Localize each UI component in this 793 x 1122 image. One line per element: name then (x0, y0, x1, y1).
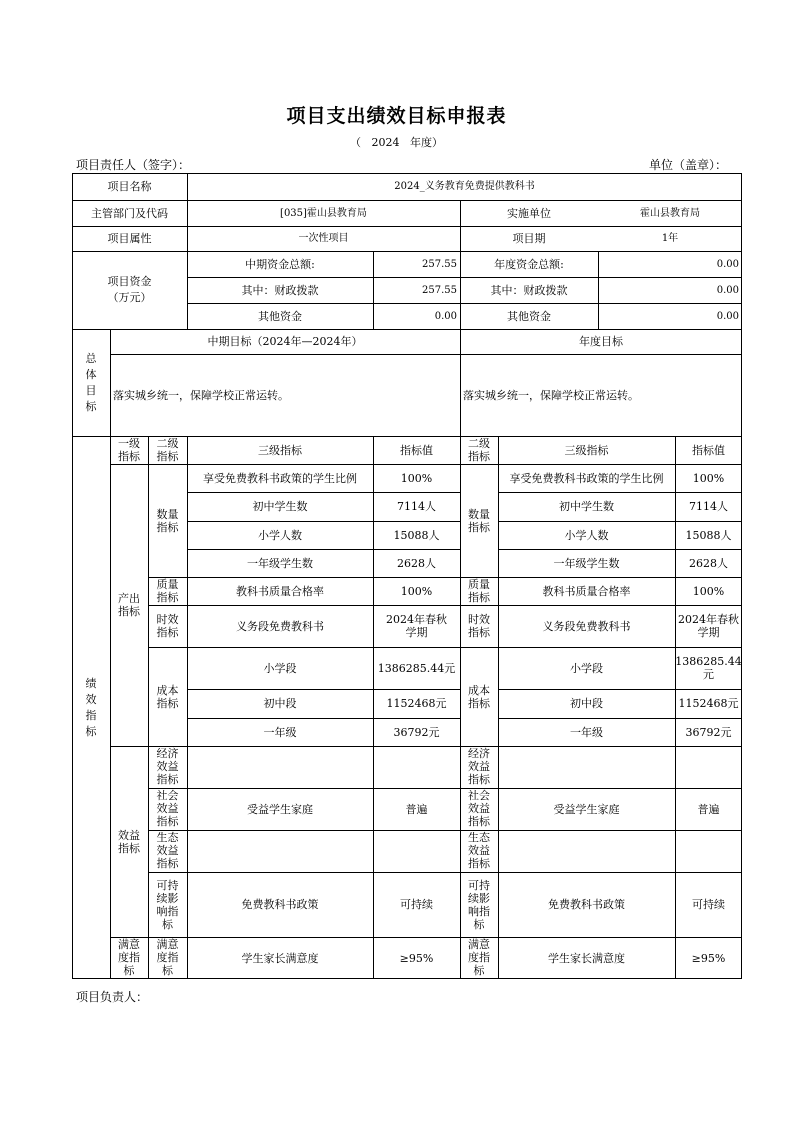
indicator-name-year: 教科书质量合格率 (542, 584, 631, 598)
indicator-value-year: 1386285.44元 (675, 655, 742, 681)
quantity-indicator-year: 数量指标 (468, 507, 490, 534)
col-value-header: 指标值 (400, 443, 433, 457)
col-level3-header: 三级指标 (258, 443, 302, 457)
indicator-name-year (498, 830, 675, 872)
indicator-value-year: ≥95% (691, 951, 726, 965)
col-level2-header: 二级指标 (156, 437, 179, 463)
indicator-value-year: 可持续 (692, 898, 725, 911)
indicator-name: 免费教科书政策 (241, 898, 319, 911)
economic-indicator: 经济效益指标 (156, 747, 179, 786)
col-level2-header-year: 二级指标 (468, 437, 490, 463)
indicator-name-year: 一年级学生数 (553, 556, 620, 570)
year-fin-label: 其中：财政拨款 (490, 283, 568, 297)
year-target-header: 年度目标 (579, 335, 623, 348)
economic-indicator-year: 经济效益指标 (468, 747, 490, 786)
indicator-value-year: 36792元 (685, 725, 732, 739)
dept-label: 主管部门及代码 (91, 206, 168, 220)
year-other-label: 其他资金 (507, 309, 551, 323)
indicator-name (187, 746, 373, 788)
period-value: 1年 (661, 233, 679, 244)
timeliness-indicator: 时效指标 (156, 613, 179, 639)
ecological-indicator: 生态效益指标 (156, 831, 179, 870)
year-target-text: 落实城乡统一，保障学校正常运转。 (463, 388, 639, 402)
indicator-name-year: 享受免费教科书政策的学生比例 (509, 471, 664, 485)
mid-other-label: 其他资金 (258, 309, 302, 323)
sustainable-indicator-year: 可持续影响指标 (468, 878, 490, 931)
funds-label (72, 251, 187, 329)
mid-other-value: 0.00 (434, 310, 457, 322)
attr-value: 一次性项目 (298, 233, 349, 244)
indicator-name-year (498, 746, 675, 788)
indicator-value-year: 100% (692, 471, 725, 485)
quantity-indicator: 数量指标 (156, 507, 179, 534)
perf-label-char: 效 (85, 692, 97, 706)
indicator-name-year: 学生家长满意度 (548, 951, 625, 965)
mid-target-header: 中期目标（2024年—2024年） (207, 335, 363, 348)
satisfaction-indicator-l2: 满意度指标 (156, 938, 179, 977)
impl-label: 实施单位 (507, 206, 551, 220)
indicator-name (187, 830, 373, 872)
indicator-name-year: 免费教科书政策 (548, 898, 625, 911)
indicator-value: 7114人 (397, 500, 436, 513)
social-indicator-year: 社会效益指标 (468, 789, 490, 828)
perf-label-char: 绩 (85, 676, 97, 690)
ecological-indicator-year: 生态效益指标 (468, 831, 490, 870)
quality-indicator: 质量指标 (156, 578, 179, 604)
attr-label: 项目属性 (107, 232, 152, 245)
indicator-value-year: 15088人 (685, 528, 732, 542)
indicator-name: 小学段 (263, 661, 297, 675)
indicator-name: 初中段 (263, 697, 297, 710)
mid-total-value: 257.55 (422, 258, 457, 270)
col-level3-header-year: 三级指标 (564, 443, 609, 457)
year-other-value: 0.00 (716, 310, 739, 322)
indicator-value-year: 100% (692, 584, 725, 598)
indicator-value: 普遍 (405, 802, 428, 816)
indicator-name-year: 小学段 (570, 661, 603, 675)
impl-value: 霍山县教育局 (640, 207, 700, 219)
indicator-name-year: 初中学生数 (559, 500, 614, 513)
indicator-name: 小学人数 (258, 528, 302, 542)
timeliness-indicator-year: 时效指标 (468, 613, 490, 639)
responsible-label: 项目责任人（签字）： (76, 158, 191, 172)
mid-fin-label: 其中：财政拨款 (241, 283, 319, 297)
indicator-value-year (675, 746, 742, 788)
year-fin-value: 0.00 (716, 284, 739, 296)
indicator-value: ≥95% (399, 951, 434, 965)
indicator-value (373, 746, 460, 788)
indicator-value: 2024年春秋学期 (386, 613, 447, 639)
seal-label: 单位（盖章）： (648, 158, 727, 172)
indicator-value-year: 7114人 (689, 500, 728, 513)
overall-label-char: 体 (85, 367, 97, 381)
mid-target-text: 落实城乡统一，保障学校正常运转。 (113, 388, 289, 402)
indicator-value-year: 1152468元 (678, 697, 739, 710)
indicator-name: 享受免费教科书政策的学生比例 (203, 471, 357, 485)
col-level1-header: 一级指标 (118, 437, 140, 463)
indicator-name: 教科书质量合格率 (236, 584, 324, 598)
indicator-value: 36792元 (393, 725, 440, 739)
indicator-name-year: 受益学生家庭 (553, 802, 620, 816)
sustainable-indicator: 可持续影响指标 (156, 878, 179, 931)
mid-total-label: 中期资金总额: (245, 257, 315, 271)
page-title: 项目支出绩效目标申报表 (286, 105, 507, 127)
satisfaction-indicator-l1: 满意度指标 (118, 938, 140, 977)
indicator-name: 一年级学生数 (247, 556, 313, 570)
benefit-indicator: 效益指标 (118, 828, 140, 855)
indicator-value-year: 普遍 (697, 802, 720, 816)
perf-label-char: 标 (85, 724, 97, 738)
cost-indicator: 成本指标 (156, 683, 179, 710)
year-line: （ 2024 年度） (350, 136, 443, 149)
indicator-name-year: 初中段 (570, 697, 603, 710)
indicator-value: 可持续 (400, 898, 433, 911)
indicator-value-year (675, 830, 742, 872)
funds-label-line1: 项目资金 (107, 275, 152, 288)
indicator-name: 一年级 (263, 725, 297, 739)
overall-target-label (72, 329, 110, 436)
output-indicator: 产出指标 (118, 592, 140, 618)
indicator-value: 100% (400, 471, 433, 485)
indicator-name: 初中学生数 (252, 500, 308, 513)
overall-label-char: 目 (85, 383, 97, 397)
indicator-name-year: 小学人数 (564, 528, 609, 542)
overall-label-char: 总 (85, 351, 97, 365)
indicator-name-year: 一年级 (570, 725, 603, 739)
indicator-value-year: 2628人 (689, 556, 728, 570)
mid-fin-value: 257.55 (422, 284, 457, 296)
overall-label-char: 标 (85, 399, 97, 413)
indicator-value: 1386285.44元 (377, 661, 456, 675)
quality-indicator-year: 质量指标 (468, 578, 490, 604)
funds-label-line2: （万元） (107, 291, 152, 304)
period-label: 项目期 (512, 232, 546, 245)
col-value-header-year: 指标值 (692, 443, 725, 457)
indicator-value (373, 830, 460, 872)
indicator-name: 学生家长满意度 (241, 951, 319, 965)
indicator-value: 100% (400, 584, 433, 598)
indicator-value-year: 2024年春秋学期 (678, 613, 739, 639)
perf-indicator-label (72, 436, 110, 979)
indicator-value: 2628人 (397, 556, 436, 570)
cost-indicator-year: 成本指标 (468, 683, 490, 710)
project-name-label: 项目名称 (107, 180, 152, 193)
satisfaction-indicator-year: 满意度指标 (468, 938, 490, 977)
indicator-name-year: 义务段免费教科书 (542, 619, 631, 633)
dept-value: [035]霍山县教育局 (280, 207, 367, 219)
indicator-name: 义务段免费教科书 (236, 619, 324, 633)
indicator-value: 15088人 (393, 528, 440, 542)
year-total-value: 0.00 (716, 258, 739, 270)
indicator-name: 受益学生家庭 (247, 802, 313, 816)
project-name-value: 2024_义务教育免费提供教科书 (394, 181, 535, 192)
year-total-label: 年度资金总额: (494, 257, 564, 271)
perf-label-char: 指 (85, 708, 97, 722)
indicator-value: 1152468元 (386, 697, 447, 710)
footer-label: 项目负责人： (76, 990, 149, 1004)
social-indicator: 社会效益指标 (156, 789, 179, 828)
